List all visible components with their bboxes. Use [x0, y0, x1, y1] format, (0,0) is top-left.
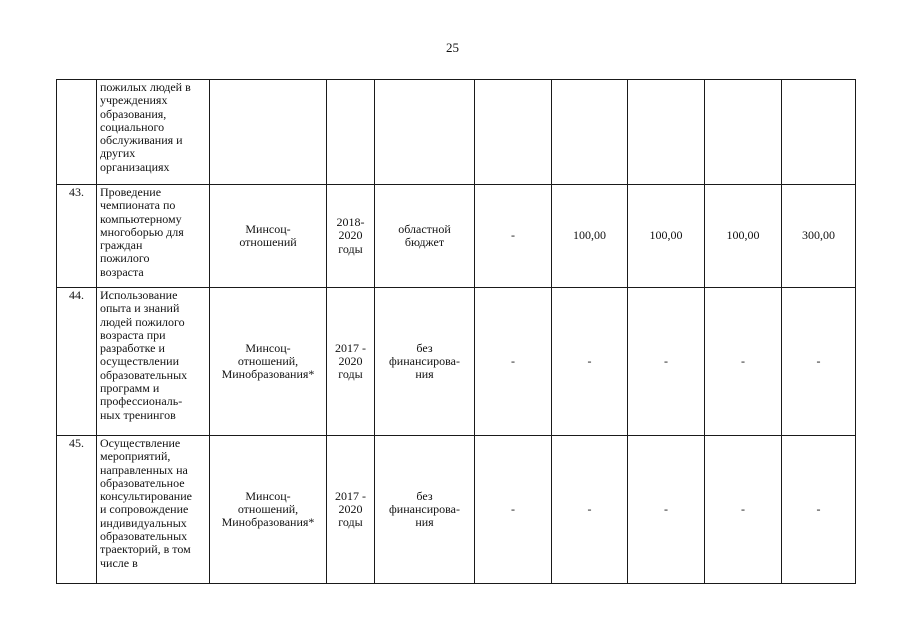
activity-name-cell: Использование опыта и знаний людей пожилого возраста при разработке и осуществлении образовательных программ и профессиональ- ных тренингов — [97, 288, 210, 436]
value-cell: - — [552, 436, 628, 584]
activity-name-cell: Осуществление мероприятий, направленных на образовательное консультирование и сопровождение индивидуальных образовательных траекторий, в том числе в — [97, 436, 210, 584]
activity-name-cell: пожилых людей в учреждениях образования, социального обслуживания и других организациях — [97, 80, 210, 185]
table-row — [57, 436, 856, 584]
funding-source-cell: областной бюджет — [375, 185, 475, 288]
value-cell: - — [628, 436, 705, 584]
value-cell: 100,00 — [705, 185, 782, 288]
program-table — [56, 79, 856, 584]
value-cell: - — [705, 288, 782, 436]
executor-cell: Минсоц- отношений, Минобразования* — [210, 288, 327, 436]
row-number-cell: 45. — [57, 436, 97, 584]
executor-cell: Минсоц- отношений, Минобразования* — [210, 436, 327, 584]
value-cell — [552, 80, 628, 185]
value-cell: - — [475, 436, 552, 584]
value-cell — [628, 80, 705, 185]
period-cell: 2017 - 2020 годы — [327, 288, 375, 436]
value-cell: - — [475, 185, 552, 288]
value-cell: - — [628, 288, 705, 436]
period-cell: 2018- 2020 годы — [327, 185, 375, 288]
value-cell: - — [782, 436, 856, 584]
value-cell: - — [782, 288, 856, 436]
value-cell — [475, 80, 552, 185]
funding-source-cell: без финансирова- ния — [375, 436, 475, 584]
table-row — [57, 80, 856, 185]
table-row — [57, 288, 856, 436]
row-number-cell: 43. — [57, 185, 97, 288]
table-row — [57, 185, 856, 288]
row-number-cell — [57, 80, 97, 185]
funding-source-cell: без финансирова- ния — [375, 288, 475, 436]
value-cell: - — [705, 436, 782, 584]
executor-cell: Минсоц- отношений — [210, 185, 327, 288]
row-number-cell: 44. — [57, 288, 97, 436]
executor-cell — [210, 80, 327, 185]
period-cell: 2017 - 2020 годы — [327, 436, 375, 584]
value-cell: - — [475, 288, 552, 436]
period-cell — [327, 80, 375, 185]
value-cell — [782, 80, 856, 185]
value-cell: 100,00 — [628, 185, 705, 288]
funding-source-cell — [375, 80, 475, 185]
value-cell: 100,00 — [552, 185, 628, 288]
value-cell — [705, 80, 782, 185]
value-cell: 300,00 — [782, 185, 856, 288]
value-cell: - — [552, 288, 628, 436]
activity-name-cell: Проведение чемпионата по компьютерному многоборью для граждан пожилого возраста — [97, 185, 210, 288]
page-number: 25 — [446, 40, 459, 55]
